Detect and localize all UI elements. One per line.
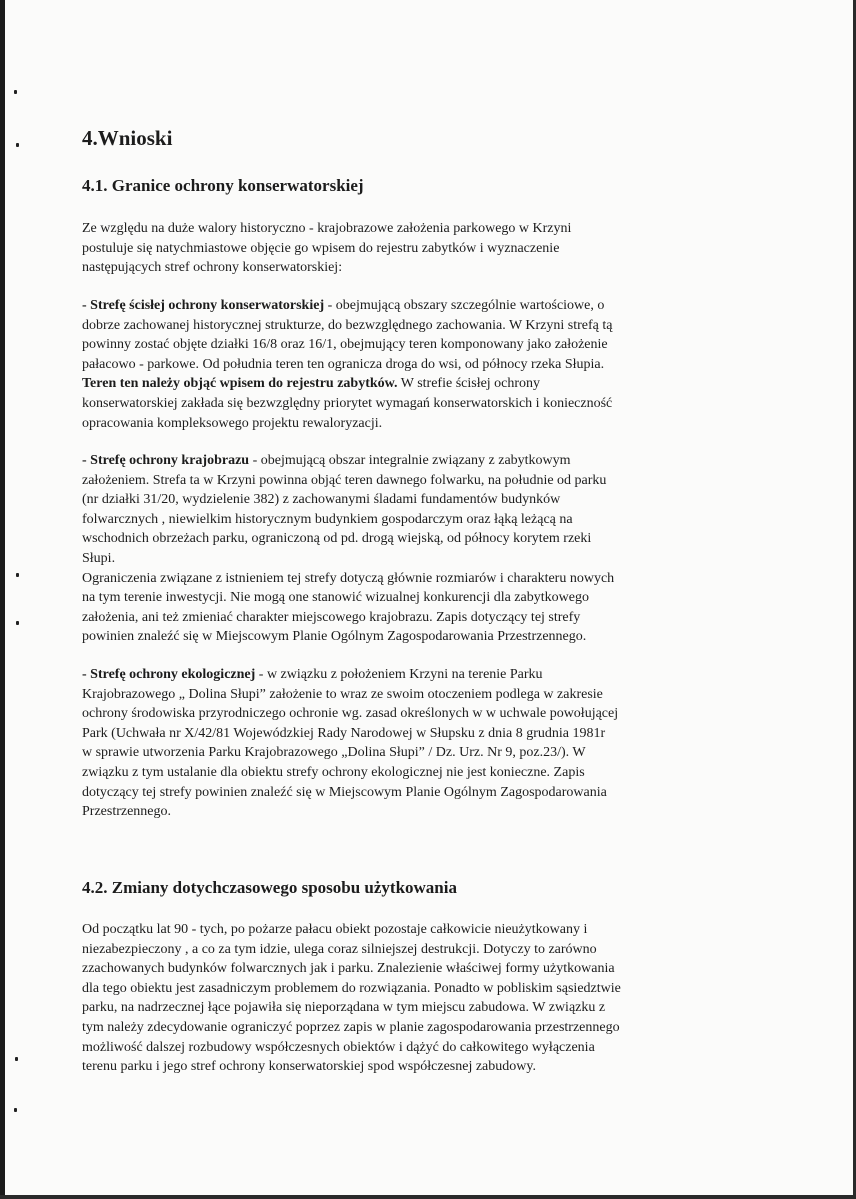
page-title: 4.Wnioski (82, 126, 173, 150)
scan-speck (16, 573, 19, 577)
text-line: Słupi. (82, 550, 116, 566)
text-line: dla tego obiektu jest zasadniczym problemem do rozwiązania. Ponadto w pobliskim sąsiedztwie (82, 980, 621, 996)
registry-requirement: Teren ten należy objąć wpisem do rejestru zabytków. (82, 376, 398, 392)
text-line: ochrony środowiska przyrodniczego ochronie wg. zasad określonych w w uchwale powołującej (82, 706, 619, 722)
text-line (82, 451, 758, 471)
text-line: możliwość dalszej rozbudowy współczesnych obiektów i dążyć do całkowitego wyłączenia (82, 1039, 595, 1055)
text-line: wschodnich obrzeżach parku, ograniczoną od pd. drogą wiejską, od północy korytem rzeki (82, 531, 592, 547)
section-heading-4-1: 4.1. Granice ochrony konserwatorskiej (82, 176, 364, 195)
text-line: (nr działki 31/20, wydzielenie 382) z zachowanymi śladami fundamentów budynków (82, 492, 561, 508)
text-line: związku z tym ustalanie dla obiektu strefy ochrony ekologicznej nie jest konieczne. Zapis (82, 764, 585, 780)
text-line: parku, na nadrzecznej łące pojawiła się nieporządana w tym miejscu zabudowa. W związku z (82, 1000, 606, 1016)
text-line: tym należy zdecydowanie ograniczyć poprzez zapis w planie zagospodarowania przestrzennego (82, 1019, 620, 1035)
zone-ecological-paragraph (82, 665, 758, 822)
text-run: - w związku z położeniem Krzyni na terenie Parku (255, 667, 543, 682)
text-line: założenia, ani też zmieniać charakter miejscowego krajobrazu. Zapis dotyczący tej strefy (82, 609, 581, 625)
zone-landscape-paragraph (82, 451, 758, 647)
zone-strict-label: - Strefę ścisłej ochrony konserwatorskiej (82, 298, 325, 313)
intro-paragraph (82, 219, 758, 278)
text-line: Krajobrazowego „ Dolina Słupi” założenie to wraz ze swoim otoczeniem podlega w zakresie (82, 686, 603, 702)
text-line: konserwatorskiej zakłada się bezwzględny priorytet wymagań konserwatorskich i konieczność (82, 395, 613, 411)
text-line: niezabezpieczony , a co za tym idzie, ulega coraz silniejszej destrukcji. Dotyczy to zarówno (82, 941, 597, 957)
scan-edge-left (0, 0, 5, 1199)
text-line: Ze względu na duże walory historyczno - krajobrazowe założenia parkowego w Krzyni (82, 221, 572, 236)
text-line: folwarcznych , niewielkim historycznym budynkiem gospodarczym oraz łąką leżącą na (82, 511, 573, 527)
scan-speck (14, 1108, 17, 1112)
text-line: w sprawie utworzenia Parku Krajobrazowego „Dolina Słupi” / Dz. Urz. Nr 9, poz.23/). W (82, 745, 586, 761)
text-line: dotyczący tej strefy powinien znaleźć się w Miejscowym Planie Ogólnym Zagospodarowania (82, 784, 607, 800)
zone-strict-paragraph (82, 296, 758, 433)
scan-speck (15, 1057, 18, 1061)
section-heading-4-2: 4.2. Zmiany dotychczasowego sposobu użytkowania (82, 878, 457, 897)
text-line: Od początku lat 90 - tych, po pożarze pałacu obiekt pozostaje całkowicie nieużytkowany i (82, 922, 588, 937)
text-line: powinien znaleźć się w Miejscowym Planie Ogólnym Zagospodarowania Przestrzennego. (82, 629, 587, 645)
text-run: - obejmującą obszar integralnie związany z zabytkowym (249, 453, 571, 468)
text-line: pałacowo - parkowe. Od południa teren ten ogranicza droga do wsi, od północy rzeka Słupia. (82, 356, 605, 372)
scan-speck (16, 143, 19, 147)
text-line: postuluje się natychmiastowe objęcie go wpisem do rejestru zabytków i wyznaczenie (82, 240, 560, 256)
text-line (82, 374, 758, 394)
text-line: zzachowanych budynków folwarcznych jak i parku. Znalezienie właściwej formy użytkowania (82, 961, 615, 977)
text-run: W strefie ścisłej ochrony (397, 376, 541, 392)
zone-landscape-label: - Strefę ochrony krajobrazu (82, 453, 250, 468)
text-line: na tym terenie inwestycji. Nie mogą one stanowić wizualnej konkurencji dla zabytkowego (82, 590, 589, 606)
text-line: następujących stref ochrony konserwatorskiej: (82, 260, 343, 276)
text-line: dobrze zachowanej historycznej strukturze, do bezwzględnego zachowania. W Krzyni strefą tą (82, 317, 613, 333)
text-line: opracowania kompleksowego projektu rewaloryzacji. (82, 415, 383, 431)
text-line: Przestrzennego. (82, 804, 172, 820)
text-line: Park (Uchwała nr X/42/81 Wojewódzkiej Rady Narodowej w Słupsku z dnia 8 grudnia 1981r (82, 725, 606, 741)
usage-change-paragraph (82, 920, 758, 1077)
text-line: terenu parku i jego stref ochrony konserwatorskiej spod współczesnej zabudowy. (82, 1059, 536, 1075)
text-line: Ograniczenia związane z istnieniem tej strefy dotyczą głównie rozmiarów i charakteru nowych (82, 570, 615, 586)
zone-ecological-label: - Strefę ochrony ekologicznej (82, 667, 256, 682)
scan-speck (14, 90, 17, 94)
scan-edge-bottom (0, 1195, 856, 1199)
text-line: założeniem. Strefa ta w Krzyni powinna objąć teren dawnego folwarku, na południe od parku (82, 472, 607, 488)
text-line: powinny zostać objęte działki 16/8 oraz 16/1, obejmujący teren komponowany jako założenie (82, 337, 608, 353)
text-line (82, 296, 758, 316)
text-line (82, 665, 758, 685)
text-run: - obejmującą obszary szczególnie wartościowe, o (324, 298, 605, 313)
scan-speck (16, 621, 19, 625)
